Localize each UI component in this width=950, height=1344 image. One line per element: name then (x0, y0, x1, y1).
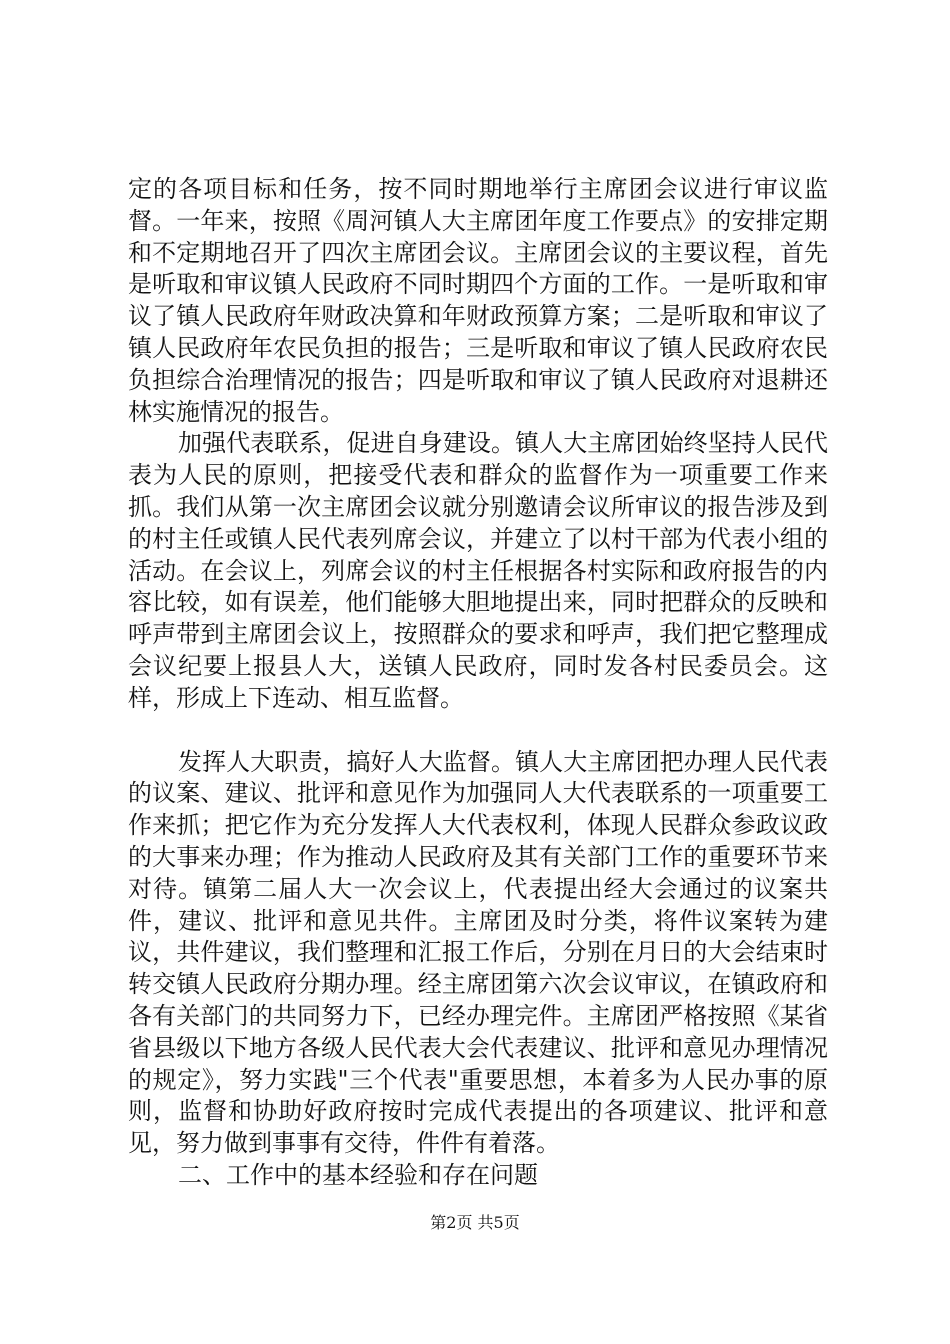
paragraph-representative-contact: 加强代表联系，促进自身建设。镇人大主席团始终坚持人民代表为人民的原则，把接受代表和群众的监督作为一项重要工作来抓。我们从第一次主席团会议就分别邀请会议所审议的报告涉及到的村主任或镇人民代表列席会议，并建立了以村干部为代表小组的活动。在会议上，列席会议的村主任根据各村实际和政府报告的内容比较，如有误差，他们能够大胆地提出来，同时把群众的反映和呼声带到主席团会议上，按照群众的要求和呼声，我们把它整理成会议纪要上报县人大，送镇人民政府，同时发各村民委员会。这样，形成上下连动、相互监督。 (128, 429, 828, 712)
section-heading: 二、工作中的基本经验和存在问题 (178, 1160, 538, 1189)
paragraph-npc-duties: 发挥人大职责，搞好人大监督。镇人大主席团把办理人民代表的议案、建议、批评和意见作为加强同人大代表联系的一项重要工作来抓；把它作为充分发挥人大代表权利，体现人民群众参政议政的大事来办理；作为推动人民政府及其有关部门工作的重要环节来对待。镇第二届人大一次会议上，代表提出经大会通过的议案共件，建议、批评和意见共件。主席团及时分类，将件议案转为建议，共件建议，我们整理和汇报工作后，分别在月日的大会结束时转交镇人民政府分期办理。经主席团第六次会议审议，在镇政府和各有关部门的共同努力下，已经办理完件。主席团严格按照《某省省县级以下地方各级人民代表大会代表建议、批评和意见办理情况的规定》，努力实践"三个代表"重要思想，本着多为人民办事的原则，监督和协助好政府按时完成代表提出的各项建议、批评和意见，努力做到事事有交待，件件有着落。 (128, 747, 828, 1158)
paragraph-review-supervision: 定的各项目标和任务，按不同时期地举行主席团会议进行审议监督。一年来，按照《周河镇人大主席团年度工作要点》的安排定期和不定期地召开了四次主席团会议。主席团会议的主要议程，首先是听取和审议镇人民政府不同时期四个方面的工作。一是听取和审议了镇人民政府年财政决算和年财政预算方案；二是听取和审议了镇人民政府年农民负担的报告；三是听取和审议了镇人民政府农民负担综合治理情况的报告；四是听取和审议了镇人民政府对退耕还林实施情况的报告。 (128, 175, 828, 426)
page-number-footer: 第2页 共5页 (430, 1213, 520, 1232)
document-body (128, 174, 828, 1192)
